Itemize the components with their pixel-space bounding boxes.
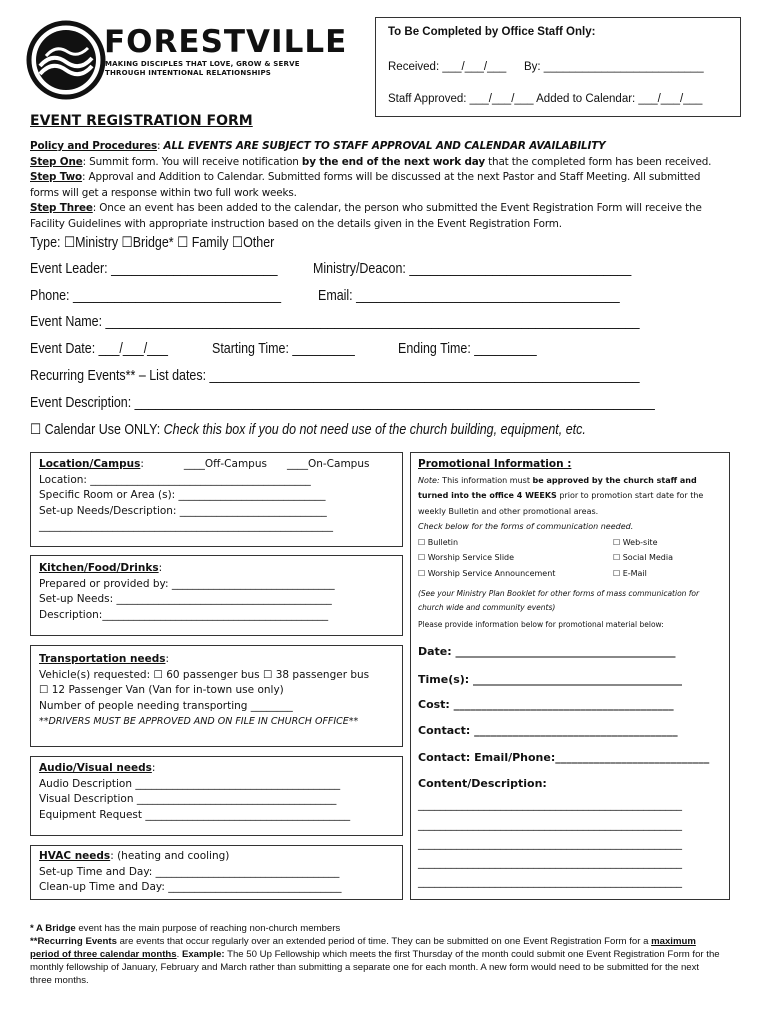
promo-note-text: This information must bbox=[439, 475, 533, 485]
email-checkbox[interactable]: ☐ E-Mail bbox=[613, 568, 647, 578]
setup-needs-field[interactable]: Set-up Needs/Description: ____________________________ bbox=[39, 504, 327, 517]
promo-note-deadline: be approved by the church staff and turned into the office 4 WEEKS bbox=[418, 475, 697, 500]
email-field[interactable]: Email: ______________________________________ bbox=[318, 288, 620, 304]
bulletin-checkbox[interactable]: ☐ Bulletin bbox=[418, 537, 459, 547]
step-three-text: : Once an event has been added to the calendar, the person who submitted the Event Registration Form will receive the Facility Guidelines with appropriate instruction based on the details given in the Event Registration Form. bbox=[30, 202, 702, 230]
social-media-checkbox[interactable]: ☐ Social Media bbox=[613, 553, 674, 562]
provide-info-note: Please provide information below for promotional material below: bbox=[418, 620, 664, 629]
recurring-footnote-text: are events that occur regularly over an extended period of time. They can be submitted on one Event Registration Form for a bbox=[116, 936, 652, 947]
calendar-use-only-checkbox[interactable] bbox=[30, 422, 586, 438]
kitchen-box: Kitchen/Food/Drinks: Prepared or provided by: _______________________________ Set-up Needs: _________________________________________ Description:___________________________________________ bbox=[30, 555, 403, 636]
calendar-use-note: Check this box if you do not need use of the church building, equipment, etc. bbox=[163, 422, 586, 438]
content-line-2[interactable]: ________________________________________________ bbox=[418, 818, 682, 831]
step-two-text: : Approval and Addition to Calendar. Submitted forms will be discussed at the next Pastor and Staff Meeting. All submitted forms will get a response within two full work weeks. bbox=[30, 171, 701, 199]
step-one-deadline: by the end of the next work day bbox=[301, 155, 485, 168]
content-line-1[interactable]: ________________________________________________ bbox=[418, 798, 682, 811]
event-date-field[interactable]: Event Date: ___/___/___ bbox=[30, 341, 168, 357]
policy-label: Policy and Procedures bbox=[30, 140, 158, 152]
starting-time-field[interactable]: Starting Time: _________ bbox=[212, 341, 355, 357]
form-title: EVENT REGISTRATION FORM bbox=[30, 113, 253, 129]
event-description-field[interactable]: Event Description: ___________________________________________________________________________ bbox=[30, 395, 655, 411]
content-line-3[interactable]: ________________________________________________ bbox=[418, 837, 682, 850]
content-line-5[interactable]: ________________________________________________ bbox=[418, 875, 682, 888]
specific-room-field[interactable]: Specific Room or Area (s): ____________________________ bbox=[39, 489, 326, 501]
step-one-text: : Summit form. You will receive notification bbox=[82, 155, 302, 168]
transportation-box: Transportation needs: Vehicle(s) requested: ☐ 60 passenger bus ☐ 38 passenger bus ☐ 12 Passenger Van (Van for in-town use only) Number of people needing transporting ________ **DRIVERS MUST BE APPROVED AND ON FILE IN CHURCH OFFICE** bbox=[30, 645, 403, 747]
vehicle-request-checkboxes[interactable]: Vehicle(s) requested: ☐ 60 passenger bus ☐ 38 passenger bus bbox=[39, 668, 370, 681]
step-three-label: Step Three bbox=[30, 202, 93, 214]
content-line-4[interactable]: ________________________________________________ bbox=[418, 856, 682, 869]
promo-heading: Promotional Information : bbox=[418, 458, 572, 470]
logo-title: FORESTVILLE bbox=[104, 24, 348, 60]
hvac-cleanup-field[interactable]: Clean-up Time and Day: _________________________________ bbox=[39, 881, 342, 893]
audio-visual-heading: Audio/Visual needs bbox=[39, 762, 152, 774]
hvac-setup-field[interactable]: Set-up Time and Day: ___________________________________ bbox=[39, 865, 340, 878]
logo-tagline-2: THROUGH INTENTIONAL RELATIONSHIPS bbox=[105, 69, 272, 77]
logo-emblem-icon bbox=[26, 20, 106, 100]
office-approved-field[interactable]: Staff Approved: ___/___/___ Added to Calendar: ___/___/___ bbox=[388, 93, 703, 105]
recurring-footnote-label: **Recurring Events bbox=[30, 936, 117, 947]
hvac-box bbox=[30, 845, 403, 900]
promo-date-field[interactable]: Date: ________________________________________ bbox=[418, 645, 676, 658]
bridge-footnote-text: event has the main purpose of reaching non-church members bbox=[75, 923, 341, 934]
hvac-heading: HVAC needs bbox=[39, 850, 111, 862]
promo-check-note: Check below for the forms of communication needed. bbox=[418, 522, 634, 531]
off-campus-option[interactable]: ____Off-Campus bbox=[183, 458, 267, 470]
policy-section: Policy and Procedures: ALL EVENTS ARE SUBJECT TO STAFF APPROVAL AND CALENDAR AVAILABILITY Step One: Summit form. You will receive notification by the end of the next work day that the completed form has been received. Step Two: Approval and Addition to Calendar. Submitted forms will be discussed at the next Pastor and Staff Meeting. All submitted forms will get a response within two full work weeks. Step Three: Once an event has been added to the calendar, the person who submitted the Event Registration Form will receive the Facility Guidelines with appropriate instruction based on the details given in the Event Registration Form. bbox=[30, 140, 712, 230]
event-leader-field[interactable]: Event Leader: ________________________ bbox=[30, 261, 278, 277]
logo-tagline-1: MAKING DISCIPLES THAT LOVE, GROW & SERVE bbox=[105, 60, 300, 68]
office-use-box bbox=[375, 17, 741, 117]
office-received-field[interactable]: Received: ___/___/___ bbox=[388, 61, 507, 73]
promo-contact-field[interactable]: Contact: _____________________________________ bbox=[418, 724, 678, 737]
bridge-footnote-label: * A Bridge bbox=[30, 923, 76, 934]
phone-field[interactable]: Phone: ______________________________ bbox=[30, 288, 282, 304]
booklet-note: (See your Ministry Plan Booklet for other forms of mass communication for church wide and community events) bbox=[418, 589, 700, 612]
example-label: Example: bbox=[179, 949, 225, 960]
setup-needs-extra-line[interactable]: ________________________________________________________ bbox=[39, 520, 333, 532]
event-name-field[interactable]: Event Name: _____________________________________________________________________________ bbox=[30, 314, 640, 330]
audio-description-field[interactable]: Audio Description _______________________________________ bbox=[39, 777, 341, 790]
calendar-use-label: ☐ Calendar Use ONLY: bbox=[30, 422, 164, 438]
event-type-checkboxes[interactable]: Type: ☐Ministry ☐Bridge* ☐ Family ☐Other bbox=[30, 235, 275, 251]
promo-note-text-end: prior to promotion start date for the weekly Bulletin and other promotional areas. bbox=[418, 491, 704, 516]
equipment-request-field[interactable]: Equipment Request _______________________________________ bbox=[39, 808, 351, 821]
kitchen-description-field[interactable]: Description:___________________________________________ bbox=[39, 608, 329, 621]
step-two-label: Step Two bbox=[30, 171, 83, 183]
promo-note-label: Note: bbox=[418, 475, 440, 485]
worship-slide-checkbox[interactable]: ☐ Worship Service Slide bbox=[418, 553, 515, 562]
van-checkbox[interactable]: ☐ 12 Passenger Van (Van for in-town use only) bbox=[39, 684, 284, 696]
transportation-heading: Transportation needs bbox=[39, 653, 166, 665]
people-count-field[interactable]: Number of people needing transporting ________ bbox=[39, 699, 293, 712]
promo-content-label: Content/Description: bbox=[418, 777, 547, 790]
promo-cost-field[interactable]: Cost: ________________________________________ bbox=[418, 698, 674, 711]
location-box: Location/Campus: ____Off-Campus ____On-Campus Location: __________________________________________ Specific Room or Area (s): ____________________________ Set-up Needs/Description: ____________________________ ________________________________________________________ bbox=[30, 452, 403, 547]
footer-notes: * A Bridge event has the main purpose of reaching non-church members **Recurring Events are events that occur regularly over an extended period of time. They can be submitted on one Event Registration Form for a maximum period of three calendar months. Example: The 50 Up Fellowship which meets the first Thursday of the month could submit one Event Registration Form for the monthly fellowship of January, February and March rather than submitting a separate one for each month. A new form would need to be submitted for the next three months. bbox=[30, 923, 720, 986]
promo-contact-email-field[interactable]: Contact: Email/Phone:____________________________ bbox=[418, 751, 710, 764]
kitchen-setup-field[interactable]: Set-up Needs: _________________________________________ bbox=[39, 593, 332, 605]
on-campus-option[interactable]: ____On-Campus bbox=[286, 458, 370, 470]
worship-announcement-checkbox[interactable]: ☐ Worship Service Announcement bbox=[418, 568, 556, 578]
step-one-text-end: that the completed form has been received. bbox=[484, 155, 712, 168]
recurring-events-field[interactable]: Recurring Events** – List dates: ______________________________________________________________ bbox=[30, 368, 640, 384]
max-period-text: maximum period of three calendar months bbox=[30, 936, 696, 960]
ministry-deacon-field[interactable]: Ministry/Deacon: ________________________________ bbox=[313, 261, 632, 277]
location-field[interactable]: Location: __________________________________________ bbox=[39, 473, 311, 486]
step-one-label: Step One bbox=[30, 155, 83, 168]
prepared-by-field[interactable]: Prepared or provided by: _______________________________ bbox=[39, 577, 335, 590]
policy-rule: ALL EVENTS ARE SUBJECT TO STAFF APPROVAL AND CALENDAR AVAILABILITY bbox=[163, 140, 606, 152]
example-text: The 50 Up Fellowship which meets the first Thursday of the month could submit one Event Registration Form for the monthly fellowship of January, February and March rather than submitting a separate one for each month. A new form would need to be submitted for the next three months. bbox=[30, 949, 720, 986]
office-heading: To Be Completed by Office Staff Only: bbox=[388, 26, 596, 38]
drivers-note: **DRIVERS MUST BE APPROVED AND ON FILE IN CHURCH OFFICE** bbox=[39, 716, 359, 727]
ending-time-field[interactable]: Ending Time: _________ bbox=[398, 341, 537, 357]
church-logo bbox=[26, 20, 348, 100]
hvac-subheading: : (heating and cooling) bbox=[110, 850, 230, 862]
website-checkbox[interactable]: ☐ Web-site bbox=[613, 537, 658, 547]
office-by-field[interactable]: By: _________________________ bbox=[524, 61, 704, 73]
visual-description-field[interactable]: Visual Description ______________________________________ bbox=[39, 793, 337, 805]
promo-times-field[interactable]: Time(s): ______________________________________ bbox=[418, 673, 683, 686]
audio-visual-box: Audio/Visual needs: Audio Description _______________________________________ Visual Description ______________________________________ Equipment Request _______________________________________ bbox=[30, 756, 403, 836]
kitchen-heading: Kitchen/Food/Drinks bbox=[39, 562, 159, 574]
promotional-box bbox=[410, 452, 730, 900]
location-heading: Location/Campus bbox=[39, 458, 141, 470]
